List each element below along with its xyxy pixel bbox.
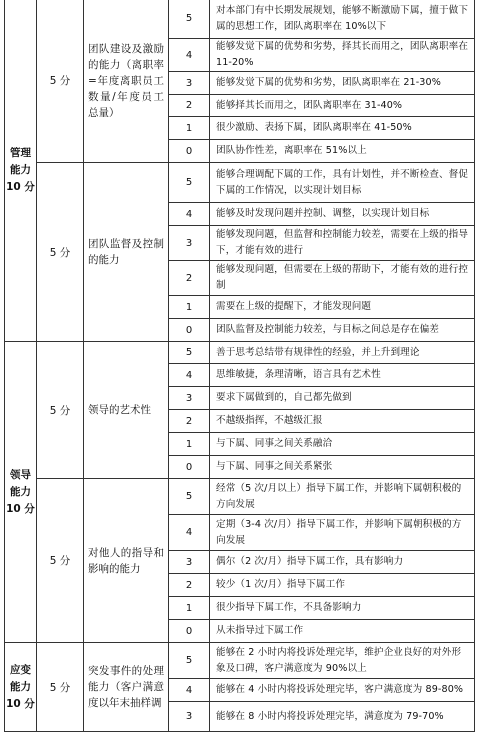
criteria-description-cell: 不越级指挥，不越级汇报 [210, 410, 475, 433]
criteria-description-cell: 团队监督及控制能力较差，与目标之间总是存在偏差 [210, 319, 475, 342]
weight-cell: 5 分 [37, 0, 84, 163]
score-cell: 1 [169, 433, 210, 456]
score-cell: 4 [169, 679, 210, 702]
criteria-description-cell: 要求下属做到的，自己都先做到 [210, 387, 475, 410]
criteria-description-cell: 定期（3-4 次/月）指导下属工作，并影响下属朝积极的方向发展 [210, 515, 475, 551]
criteria-description-cell: 从未指导过下属工作 [210, 620, 475, 643]
score-cell: 2 [169, 261, 210, 296]
score-cell: 1 [169, 117, 210, 140]
criteria-description-cell: 能够合理调配下属的工作，具有计划性，并不断检查、督促下属的工作情况，以实现计划目标 [210, 163, 475, 203]
criteria-description-cell: 能够发觉下属的优势和劣势，团队离职率在 21-30% [210, 72, 475, 95]
score-cell: 1 [169, 597, 210, 620]
subitem-name-cell: 对他人的指导和影响的能力 [84, 479, 169, 643]
score-cell: 1 [169, 296, 210, 319]
category-label-line: 10 分 [6, 502, 35, 515]
category-cell [5, 0, 37, 342]
criteria-description-cell: 与下属、同事之间关系紧张 [210, 456, 475, 479]
score-cell: 5 [169, 163, 210, 203]
table-row [5, 479, 475, 515]
score-cell: 4 [169, 203, 210, 226]
criteria-description-cell: 能够发现问题，但需要在上级的帮助下，才能有效的进行控制 [210, 261, 475, 296]
criteria-description-cell: 较少（1 次/月）指导下属工作 [210, 574, 475, 597]
subitem-name-cell: 突发事件的处理能力（客户满意度以年末抽样调 [84, 643, 169, 732]
weight-cell: 5 分 [37, 163, 84, 342]
criteria-description-cell: 能够及时发现问题并控制、调整，以实现计划目标 [210, 203, 475, 226]
score-cell: 4 [169, 364, 210, 387]
score-cell: 3 [169, 702, 210, 732]
criteria-description-cell: 团队协作性差，离职率在 51%以上 [210, 140, 475, 163]
subitem-name-cell: 领导的艺术性 [84, 342, 169, 479]
score-cell: 3 [169, 387, 210, 410]
weight-cell: 5 分 [37, 342, 84, 479]
criteria-description-cell: 思维敏捷，条理清晰，语言具有艺术性 [210, 364, 475, 387]
score-cell: 3 [169, 551, 210, 574]
criteria-description-cell: 很少指导下属工作，不具备影响力 [210, 597, 475, 620]
score-cell: 0 [169, 456, 210, 479]
score-cell: 4 [169, 515, 210, 551]
category-label-line: 管理 [10, 146, 31, 159]
table-row [5, 163, 475, 203]
criteria-description-cell: 善于思考总结带有规律性的经验，并上升到理论 [210, 342, 475, 364]
evaluation-table [4, 0, 475, 732]
category-label-line: 10 分 [6, 180, 35, 193]
score-cell: 3 [169, 72, 210, 95]
score-cell: 5 [169, 643, 210, 679]
table-row [5, 342, 475, 364]
criteria-description-cell: 偶尔（2 次/月）指导下属工作，具有影响力 [210, 551, 475, 574]
criteria-description-cell: 能够发现问题，但监督和控制能力较差，需要在上级的指导下，才能有效的进行 [210, 226, 475, 261]
category-label-line: 能力 [10, 485, 31, 498]
weight-cell: 5 分 [37, 479, 84, 643]
score-cell: 2 [169, 574, 210, 597]
score-cell: 2 [169, 410, 210, 433]
criteria-description-cell: 能够在 4 小时内将投诉处理完毕，客户满意度为 89-80% [210, 679, 475, 702]
score-cell: 4 [169, 39, 210, 72]
score-cell: 5 [169, 479, 210, 515]
criteria-description-cell: 能够择其长而用之，团队离职率在 31-40% [210, 95, 475, 117]
category-label-line: 领导 [10, 468, 31, 481]
score-cell: 3 [169, 226, 210, 261]
subitem-name-cell: 团队建设及激励的能力（离职率=年度离职员工数量/年度员工总量） [84, 0, 169, 163]
table-row [5, 0, 475, 39]
category-label-line: 能力 [10, 163, 31, 176]
category-label-line: 应变 [10, 663, 31, 676]
score-cell: 0 [169, 319, 210, 342]
score-cell: 0 [169, 620, 210, 643]
table-row [5, 643, 475, 679]
subitem-name-cell: 团队监督及控制的能力 [84, 163, 169, 342]
score-cell: 5 [169, 342, 210, 364]
category-cell [5, 643, 37, 732]
category-label-line: 能力 [10, 680, 31, 693]
criteria-description-cell: 经常（5 次/月以上）指导下属工作，并影响下属朝积极的方向发展 [210, 479, 475, 515]
criteria-description-cell: 很少激励、表扬下属，团队离职率在 41-50% [210, 117, 475, 140]
score-cell: 2 [169, 95, 210, 117]
score-cell: 5 [169, 0, 210, 39]
category-label-line: 10 分 [6, 697, 35, 710]
criteria-description-cell: 对本部门有中长期发展规划，能够不断激励下属，擅于做下属的思想工作，团队离职率在 10%以下 [210, 0, 475, 39]
criteria-description-cell: 能够在 2 小时内将投诉处理完毕，维护企业良好的对外形象及口碑，客户满意度为 90%以上 [210, 643, 475, 679]
weight-cell: 5 分 [37, 643, 84, 732]
criteria-description-cell: 能够发觉下属的优势和劣势，择其长而用之，团队离职率在 11-20% [210, 39, 475, 72]
score-cell: 0 [169, 140, 210, 163]
criteria-description-cell: 能够在 8 小时内将投诉处理完毕，满意度为 79-70% [210, 702, 475, 732]
criteria-description-cell: 与下属、同事之间关系融洽 [210, 433, 475, 456]
category-cell [5, 342, 37, 643]
criteria-description-cell: 需要在上级的提醒下，才能发现问题 [210, 296, 475, 319]
